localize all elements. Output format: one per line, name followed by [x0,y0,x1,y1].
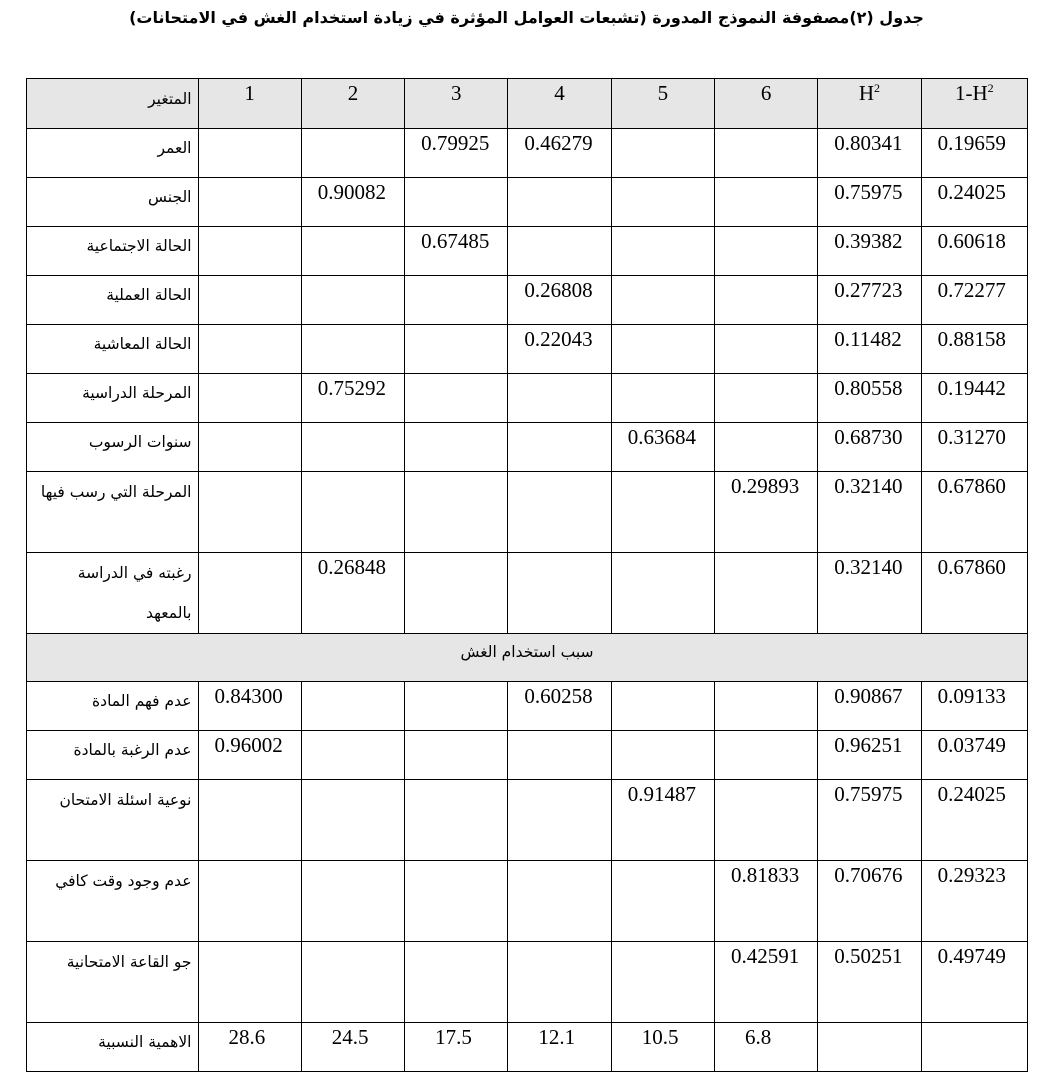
loading-cell [405,682,508,731]
loading-cell [405,374,508,423]
row-label: الحالة الاجتماعية [27,227,199,276]
header-factor-5: 5 [611,79,714,129]
loading-cell [508,780,611,861]
table-row [27,129,1028,178]
loading-cell [714,553,817,634]
loading-cell [714,227,817,276]
communality-cell: 0.96251 [818,731,921,780]
importance-cell: 24.5 [301,1023,404,1072]
communality-cell: 0.75975 [818,178,921,227]
importance-cell: 12.1 [508,1023,611,1072]
communality-cell: 0.80558 [818,374,921,423]
loading-cell [301,325,404,374]
row-label: عدم الرغبة بالمادة [27,731,199,780]
table-row [27,472,1028,553]
table-row [27,178,1028,227]
row-label: عدم وجود وقت كافي [27,861,199,942]
communality-cell: 0.90867 [818,682,921,731]
loading-cell [301,472,404,553]
loading-cell [508,472,611,553]
table-row [27,780,1028,861]
loading-cell [611,374,714,423]
header-row [27,79,1028,129]
loading-cell: 0.90082 [301,178,404,227]
communality-cell: 0.80341 [818,129,921,178]
loading-cell [508,861,611,942]
loading-cell: 0.29893 [714,472,817,553]
loading-cell [714,129,817,178]
loading-cell [714,325,817,374]
loading-cell [301,861,404,942]
header-communality [818,79,921,129]
loading-cell [301,682,404,731]
table-row [27,861,1028,942]
uniqueness-cell: 0.88158 [921,325,1027,374]
loading-cell [405,861,508,942]
loading-cell [301,942,404,1023]
table-caption: جدول (٢)مصفوفة النموذج المدورة (تشبعات العوامل المؤثرة في زيادة استخدام الغش في الامتحانات) [129,8,924,27]
loading-cell [198,472,301,553]
header-uniqueness-base: 1-H [954,81,988,105]
loading-cell [301,731,404,780]
uniqueness-cell: 0.67860 [921,553,1027,634]
uniqueness-cell: 0.72277 [921,276,1027,325]
loading-cell [508,178,611,227]
loading-cell [611,861,714,942]
loading-cell: 0.42591 [714,942,817,1023]
row-label: نوعية اسئلة الامتحان [27,780,199,861]
loading-cell [508,227,611,276]
table-row [27,325,1028,374]
table-row [27,374,1028,423]
loading-cell [714,423,817,472]
loading-cell [405,942,508,1023]
importance-h2-cell [818,1023,921,1072]
loading-cell [405,423,508,472]
row-label: الحالة المعاشية [27,325,199,374]
header-communality-base: H [858,81,875,105]
loading-cell [714,731,817,780]
uniqueness-cell: 0.49749 [921,942,1027,1023]
table-row [27,276,1028,325]
loading-cell [611,731,714,780]
header-uniqueness [921,79,1027,129]
loading-cell [508,942,611,1023]
loading-cell [611,276,714,325]
loading-cell: 0.91487 [611,780,714,861]
uniqueness-cell: 0.19659 [921,129,1027,178]
header-factor-4: 4 [508,79,611,129]
loading-cell [198,553,301,634]
loading-cell [405,276,508,325]
loading-cell [301,780,404,861]
row-label: الحالة العملية [27,276,199,325]
table-row [27,942,1028,1023]
row-label: سنوات الرسوب [27,423,199,472]
header-factor-3: 3 [405,79,508,129]
section-row [27,634,1028,682]
loading-cell: 0.67485 [405,227,508,276]
row-label: رغبته في الدراسة بالمعهد [27,553,199,634]
loading-cell [611,942,714,1023]
header-factor-6: 6 [714,79,817,129]
loading-cell [198,374,301,423]
communality-cell: 0.50251 [818,942,921,1023]
loading-cell [198,942,301,1023]
importance-cell: 17.5 [405,1023,508,1072]
uniqueness-cell: 0.67860 [921,472,1027,553]
loading-cell [198,178,301,227]
row-label: المرحلة الدراسية [27,374,199,423]
uniqueness-cell: 0.03749 [921,731,1027,780]
section-title: سبب استخدام الغش [27,634,1028,682]
communality-cell: 0.32140 [818,553,921,634]
loading-cell [198,325,301,374]
loading-cell [714,682,817,731]
uniqueness-cell: 0.24025 [921,178,1027,227]
loading-cell [198,780,301,861]
loading-cell [405,553,508,634]
loading-cell [611,472,714,553]
loading-cell [508,731,611,780]
loading-cell [714,276,817,325]
loading-cell [714,780,817,861]
importance-cell: 28.6 [198,1023,301,1072]
table-row [27,682,1028,731]
header-communality-sup: 2 [874,81,881,95]
loading-cell [714,374,817,423]
loading-cell: 0.26808 [508,276,611,325]
loading-cell: 0.22043 [508,325,611,374]
loading-cell [714,178,817,227]
uniqueness-cell: 0.19442 [921,374,1027,423]
communality-cell: 0.27723 [818,276,921,325]
row-label: الاهمية النسبية [27,1023,199,1072]
loading-cell [198,423,301,472]
communality-cell: 0.70676 [818,861,921,942]
loading-cell: 0.26848 [301,553,404,634]
loading-cell: 0.79925 [405,129,508,178]
uniqueness-cell: 0.29323 [921,861,1027,942]
loading-cell [198,227,301,276]
table-row [27,227,1028,276]
loading-cell [508,374,611,423]
loading-cell: 0.63684 [611,423,714,472]
uniqueness-cell: 0.24025 [921,780,1027,861]
uniqueness-cell: 0.60618 [921,227,1027,276]
table-row [27,731,1028,780]
loading-cell: 0.46279 [508,129,611,178]
importance-row [27,1023,1028,1072]
loading-cell [508,553,611,634]
loading-cell [611,553,714,634]
header-variable: المتغير [27,79,199,129]
loading-cell: 0.60258 [508,682,611,731]
row-label: المرحلة التي رسب فيها [27,472,199,553]
loading-cell [611,178,714,227]
row-label: العمر [27,129,199,178]
loading-cell [508,423,611,472]
loading-cell [611,227,714,276]
communality-cell: 0.32140 [818,472,921,553]
importance-cell: 6.8 [714,1023,817,1072]
communality-cell: 0.11482 [818,325,921,374]
loading-cell: 0.81833 [714,861,817,942]
rotated-factor-matrix [26,78,1028,1072]
header-uniqueness-sup: 2 [987,81,994,95]
uniqueness-cell: 0.31270 [921,423,1027,472]
loading-cell [611,325,714,374]
loading-cell [405,780,508,861]
loading-cell [301,423,404,472]
loading-cell [198,129,301,178]
loading-cell [405,731,508,780]
loading-cell [405,472,508,553]
loading-cell [405,178,508,227]
communality-cell: 0.68730 [818,423,921,472]
row-label: عدم فهم المادة [27,682,199,731]
loading-cell [611,682,714,731]
uniqueness-cell: 0.09133 [921,682,1027,731]
importance-u-cell [921,1023,1027,1072]
loading-cell [301,227,404,276]
table-row [27,423,1028,472]
header-factor-1: 1 [198,79,301,129]
loading-cell: 0.96002 [198,731,301,780]
communality-cell: 0.75975 [818,780,921,861]
row-label: الجنس [27,178,199,227]
loading-cell [611,129,714,178]
loading-cell [301,129,404,178]
loading-cell [301,276,404,325]
loading-cell [198,276,301,325]
table-row [27,553,1028,634]
loading-cell [198,861,301,942]
loading-cell: 0.84300 [198,682,301,731]
communality-cell: 0.39382 [818,227,921,276]
loading-cell: 0.75292 [301,374,404,423]
importance-cell: 10.5 [611,1023,714,1072]
header-factor-2: 2 [301,79,404,129]
row-label: جو القاعة الامتحانية [27,942,199,1023]
loading-cell [405,325,508,374]
